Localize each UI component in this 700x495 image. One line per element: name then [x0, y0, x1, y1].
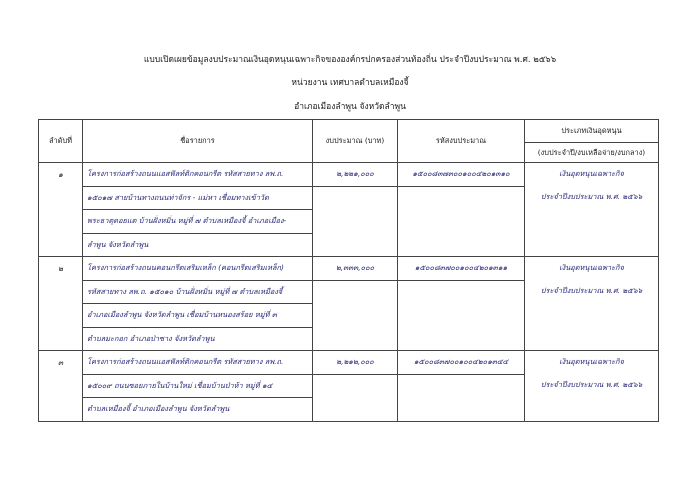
- grant-year: ประจำปีงบประมาณ พ.ศ. ๒๕๖๖: [540, 379, 643, 389]
- budget-cell: [313, 163, 398, 257]
- budget-code: ๑๕๐๐๘๓๗๐๐๑๐๐๔๒๐๑๓๔๔: [398, 351, 524, 375]
- column-header-type-sub: (งบประจำปี/งบเหลือจ่าย/งบกลาง): [525, 143, 659, 163]
- grant-type-cell: [525, 351, 659, 422]
- grant-year: ประจำปีงบประมาณ พ.ศ. ๒๕๖๖: [540, 285, 643, 295]
- document-title: แบบเปิดเผยข้อมูลงบประมาณเงินอุดหนุนเฉพาะกิจขององค์กรปกครองส่วนท้องถิ่น ประจำปีงบประมาณ พ.ศ. ๒๕๖๖: [143, 55, 557, 65]
- budget-cell: [313, 257, 398, 351]
- table-row: [39, 257, 659, 351]
- table-row: [39, 351, 659, 422]
- budget-amount: ๒,๓๓๓,๐๐๐: [313, 257, 397, 281]
- column-header-code: รหัสงบประมาณ: [398, 120, 525, 163]
- project-name-line: อำเภอเมืองลำพูน จังหวัดลำพูน เชื่อมบ้านหนองสร้อย หมู่ที่ ๓: [83, 304, 312, 328]
- column-header-budget: งบประมาณ (บาท): [313, 120, 398, 163]
- table-row: [39, 163, 659, 257]
- grant-type: เงินอุดหนุนเฉพาะกิจ: [559, 263, 624, 272]
- table-header-row: [39, 120, 659, 143]
- column-header-name: ชื่อรายการ: [83, 120, 313, 163]
- column-header-no: ลำดับที่: [39, 120, 83, 163]
- project-name-cell: [83, 163, 313, 257]
- budget-code-cell: [398, 257, 525, 351]
- column-header-type: ประเภทเงินอุดหนุน: [525, 120, 659, 143]
- project-name-cell: [83, 257, 313, 351]
- project-name-line: ลำพูน จังหวัดลำพูน: [87, 239, 149, 249]
- project-name-line: โครงการก่อสร้างถนนคอนกรีตเสริมเหล็ก (คอนกรีตเสริมเหล็ก): [83, 257, 312, 281]
- project-name-line: พระธาตุดอยแต บ้านฝั่งหมิ่น หมู่ที่ ๗ ตำบลเหมืองจี้ อำเภอเมือง-: [83, 210, 312, 234]
- project-name-line: รหัสสายทาง ลพ.ถ. ๑๕๐๑๐ บ้านฝั่งหมิ่น หมู่ที่ ๗ ตำบลเหมืองจี้: [83, 281, 312, 305]
- row-number: ๒: [39, 257, 83, 351]
- budget-cell: [313, 351, 398, 422]
- grant-type-cell: [525, 257, 659, 351]
- budget-table: [38, 119, 659, 422]
- row-number: ๓: [39, 351, 83, 422]
- row-number: ๑: [39, 163, 83, 257]
- grant-type-cell: [525, 163, 659, 257]
- project-name-line: โครงการก่อสร้างถนนแอสฟัลท์ติกคอนกรีต รหัสสายทาง ลพ.ถ.: [83, 351, 312, 375]
- budget-code: ๑๕๐๐๘๓๗๓๐๐๑๐๐๔๒๐๑๓๑๐: [398, 163, 524, 187]
- agency-line: หน่วยงาน เทศบาลตำบลเหมืองจี้: [291, 78, 409, 88]
- project-name-cell: [83, 351, 313, 422]
- budget-code-cell: [398, 351, 525, 422]
- project-name-line: ตำบลเหมืองจี้ อำเภอเมืองลำพูน จังหวัดลำพูน: [87, 404, 230, 413]
- budget-code-cell: [398, 163, 525, 257]
- project-name-line: ตำบลมะกอก อำเภอป่าซาง จังหวัดลำพูน: [87, 333, 215, 343]
- grant-year: ประจำปีงบประมาณ พ.ศ. ๒๕๖๖: [540, 191, 643, 201]
- project-name-line: ๑๕๐๐๙ ถนนซอยภายในบ้านใหม่ เชื่อมบ้านป่าห้า หมู่ที่ ๑๔: [83, 375, 312, 399]
- project-name-line: โครงการก่อสร้างถนนแอสฟัลท์ติกคอนกรีต รหัสสายทาง ลพ.ถ.: [83, 163, 312, 187]
- budget-code: ๑๕๐๐๘๓๗๐๐๑๐๐๔๒๐๑๓๑๑: [398, 257, 524, 281]
- budget-amount: ๒,๒๒๑,๐๐๐: [313, 163, 397, 187]
- grant-type: เงินอุดหนุนเฉพาะกิจ: [559, 357, 624, 366]
- grant-type: เงินอุดหนุนเฉพาะกิจ: [559, 169, 624, 178]
- location-line: อำเภอเมืองลำพูน จังหวัดลำพูน: [294, 102, 406, 112]
- project-name-line: ๑๕๐๑๗ สายบ้านทางถนนท่าจักร - แม่หา เชื่อมทางเข้าวัด: [83, 187, 312, 211]
- budget-amount: ๒,๒๑๒,๐๐๐: [313, 351, 397, 375]
